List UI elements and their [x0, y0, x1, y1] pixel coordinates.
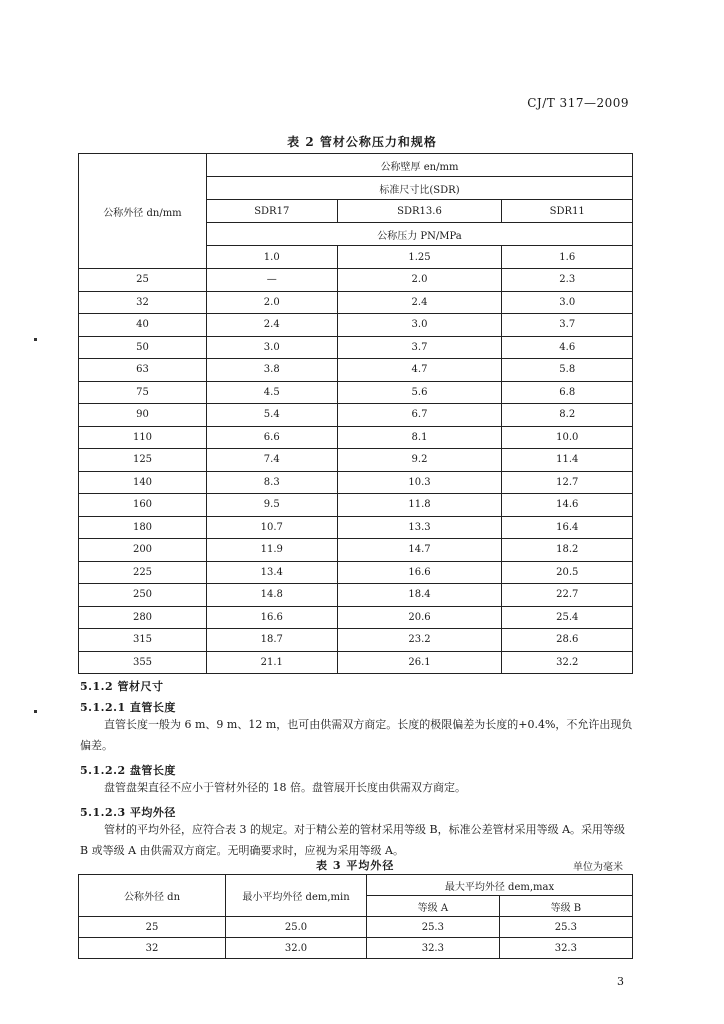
table-row [79, 291, 633, 314]
paragraph-pipe-length: 直管长度一般为 6 m、9 m、12 m，也可由供需双方商定。长度的极限偏差为长度的+0.4%，不允许出现负偏差。 [80, 718, 633, 752]
table-row [79, 938, 633, 959]
table-row [79, 584, 633, 607]
table-cell: 200 [79, 539, 207, 562]
table-cell: 3.7 [502, 314, 633, 337]
table-cell: 16.6 [337, 561, 502, 584]
table-cell: 10.0 [502, 426, 633, 449]
table-2-pn-col: 1.6 [502, 246, 633, 269]
table-row [79, 539, 633, 562]
table-cell: 10.7 [207, 516, 338, 539]
table-3-unit: 单位为毫米 [573, 862, 623, 873]
table-cell: 110 [79, 426, 207, 449]
table-cell: 8.2 [502, 404, 633, 427]
table-row [79, 917, 633, 938]
table-cell: 3.7 [337, 336, 502, 359]
table-row [79, 269, 633, 292]
section-5-1-2: 5.1.2 管材尺寸 [80, 680, 164, 693]
table-cell: 13.3 [337, 516, 502, 539]
table-cell: 14.8 [207, 584, 338, 607]
table-cell: 13.4 [207, 561, 338, 584]
table-cell: 180 [79, 516, 207, 539]
table-2-pn-col: 1.25 [337, 246, 502, 269]
standard-number: CJ/T 317—2009 [527, 96, 629, 110]
page-number: 3 [617, 975, 624, 988]
table-2-pn-col: 1.0 [207, 246, 338, 269]
table-3 [78, 874, 633, 959]
table-cell: 25.4 [502, 606, 633, 629]
table-cell: 63 [79, 359, 207, 382]
table-row [79, 471, 633, 494]
table-cell: 25.0 [226, 917, 367, 938]
table-cell: 75 [79, 381, 207, 404]
table-cell: 3.0 [502, 291, 633, 314]
table-cell: 6.8 [502, 381, 633, 404]
table-cell: 32 [79, 938, 226, 959]
table-cell: 9.2 [337, 449, 502, 472]
table-row [79, 426, 633, 449]
table-3-grade-b-header: 等级 B [499, 896, 632, 917]
table-2-sdr-col: SDR13.6 [337, 200, 502, 223]
table-cell: 3.0 [337, 314, 502, 337]
table-cell: 355 [79, 651, 207, 674]
table-row [79, 651, 633, 674]
table-cell: 315 [79, 629, 207, 652]
table-2-sdr-col: SDR17 [207, 200, 338, 223]
table-cell: 2.0 [337, 269, 502, 292]
table-cell: 11.8 [337, 494, 502, 517]
table-cell: 3.0 [207, 336, 338, 359]
table-cell: 25.3 [499, 917, 632, 938]
table-2-title: 表 2 管材公称压力和规格 [287, 135, 437, 149]
table-cell: 5.8 [502, 359, 633, 382]
table-cell: 4.7 [337, 359, 502, 382]
table-cell: 32 [79, 291, 207, 314]
table-row [79, 629, 633, 652]
table-cell: 32.3 [499, 938, 632, 959]
table-cell: 90 [79, 404, 207, 427]
table-cell: 140 [79, 471, 207, 494]
table-cell: 8.3 [207, 471, 338, 494]
table-cell: 250 [79, 584, 207, 607]
table-3-title: 表 3 平均外径 [316, 859, 395, 872]
table-cell: 32.2 [502, 651, 633, 674]
table-cell: 18.4 [337, 584, 502, 607]
table-2-sdr-header: 标准尺寸比(SDR) [207, 177, 633, 200]
table-cell: 26.1 [337, 651, 502, 674]
table-cell: 11.9 [207, 539, 338, 562]
table-row [79, 516, 633, 539]
table-cell: 21.1 [207, 651, 338, 674]
table-cell: 25.3 [367, 917, 500, 938]
table-3-max-header: 最大平均外径 dem,max [367, 875, 633, 896]
table-cell: 18.2 [502, 539, 633, 562]
table-cell: 5.4 [207, 404, 338, 427]
table-cell: 8.1 [337, 426, 502, 449]
table-cell: 2.4 [337, 291, 502, 314]
table-cell: 12.7 [502, 471, 633, 494]
table-cell: 5.6 [337, 381, 502, 404]
table-cell: 14.7 [337, 539, 502, 562]
table-row [79, 449, 633, 472]
table-cell: 16.4 [502, 516, 633, 539]
table-row [79, 606, 633, 629]
table-cell: 280 [79, 606, 207, 629]
table-cell: 2.4 [207, 314, 338, 337]
table-2-pn-header: 公称压力 PN/MPa [207, 223, 633, 246]
table-cell: 14.6 [502, 494, 633, 517]
table-2 [78, 153, 633, 674]
table-cell: 2.3 [502, 269, 633, 292]
table-cell: 32.3 [367, 938, 500, 959]
table-cell: 4.6 [502, 336, 633, 359]
table-cell: 3.8 [207, 359, 338, 382]
table-cell: 125 [79, 449, 207, 472]
table-row [79, 494, 633, 517]
table-cell: 20.5 [502, 561, 633, 584]
table-cell: 16.6 [207, 606, 338, 629]
table-row [79, 381, 633, 404]
table-row [79, 314, 633, 337]
table-cell: 50 [79, 336, 207, 359]
table-row [79, 336, 633, 359]
table-2-wall-header: 公称壁厚 en/mm [207, 154, 633, 177]
table-cell: 4.5 [207, 381, 338, 404]
table-cell: 10.3 [337, 471, 502, 494]
section-5-1-2-3: 5.1.2.3 平均外径 [80, 806, 176, 819]
table-3-min-header: 最小平均外径 dem,min [226, 875, 367, 917]
table-cell: 225 [79, 561, 207, 584]
table-3-grade-a-header: 等级 A [367, 896, 500, 917]
table-cell: — [207, 269, 338, 292]
scan-mark [34, 710, 37, 713]
table-cell: 25 [79, 917, 226, 938]
table-row [79, 359, 633, 382]
table-cell: 22.7 [502, 584, 633, 607]
paragraph-coil-length: 盘管盘架直径不应小于管材外径的 18 倍。盘管展开长度由供需双方商定。 [104, 781, 466, 794]
table-cell: 2.0 [207, 291, 338, 314]
table-cell: 20.6 [337, 606, 502, 629]
scan-mark [34, 338, 37, 341]
table-2-sdr-col: SDR11 [502, 200, 633, 223]
table-cell: 18.7 [207, 629, 338, 652]
table-row [79, 404, 633, 427]
table-cell: 160 [79, 494, 207, 517]
table-cell: 6.6 [207, 426, 338, 449]
table-cell: 25 [79, 269, 207, 292]
table-cell: 11.4 [502, 449, 633, 472]
table-cell: 9.5 [207, 494, 338, 517]
table-3-dn-header: 公称外径 dn [79, 875, 226, 917]
table-row [79, 561, 633, 584]
table-cell: 28.6 [502, 629, 633, 652]
table-cell: 40 [79, 314, 207, 337]
table-cell: 6.7 [337, 404, 502, 427]
table-cell: 32.0 [226, 938, 367, 959]
section-5-1-2-2: 5.1.2.2 盘管长度 [80, 764, 176, 777]
table-cell: 7.4 [207, 449, 338, 472]
table-2-dn-header: 公称外径 dn/mm [79, 154, 207, 269]
section-5-1-2-1: 5.1.2.1 直管长度 [80, 701, 176, 714]
paragraph-mean-od: 管材的平均外径，应符合表 3 的规定。对于精公差的管材采用等级 B，标准公差管材采用等级 A。采用等级 B 或等级 A 由供需双方商定。无明确要求时，应视为采用等级 A。 [80, 823, 626, 857]
table-cell: 23.2 [337, 629, 502, 652]
